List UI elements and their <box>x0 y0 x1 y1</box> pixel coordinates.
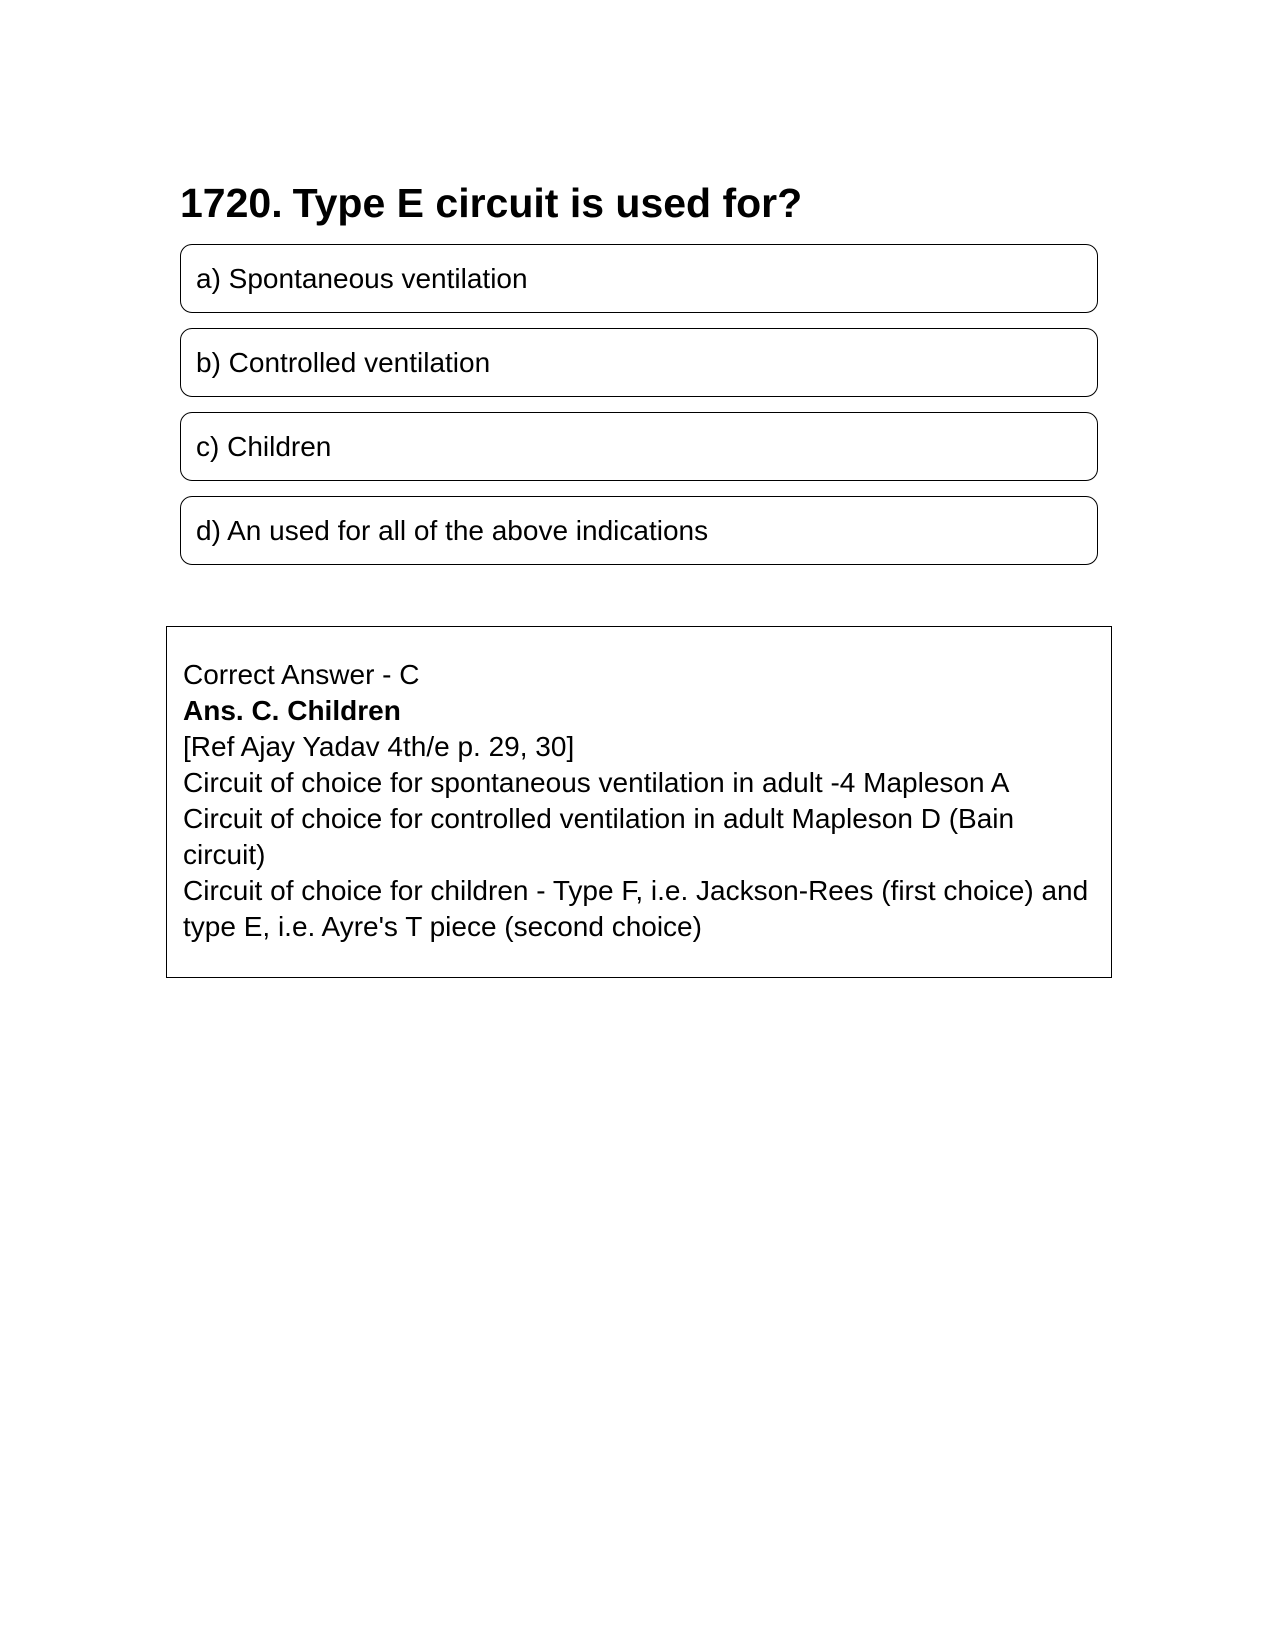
question-number: 1720. <box>180 180 283 226</box>
option-c-label: c) Children <box>196 430 332 462</box>
explanation-line-1: Circuit of choice for spontaneous ventilation in adult -4 Mapleson A <box>183 767 1010 798</box>
option-c[interactable] <box>180 412 1098 481</box>
answer-options <box>180 244 1098 580</box>
correct-answer-line: Correct Answer - C <box>183 659 420 690</box>
question-title <box>180 178 1100 228</box>
option-b-label: b) Controlled ventilation <box>196 346 491 378</box>
explanation-line-2: Circuit of choice for controlled ventilation in adult Mapleson D (Bain circuit) <box>183 803 1015 870</box>
answer-title: Ans. C. Children <box>183 695 401 726</box>
option-b[interactable] <box>180 328 1098 397</box>
option-a-label: a) Spontaneous ventilation <box>196 262 528 294</box>
answer-reference: [Ref Ajay Yadav 4th/e p. 29, 30] <box>183 731 575 762</box>
answer-explanation-box <box>166 626 1112 978</box>
option-a[interactable] <box>180 244 1098 313</box>
explanation-line-3: Circuit of choice for children - Type F, i.e. Jackson-Rees (first choice) and type E, i.e. Ayre's T piece (second choice) <box>183 875 1089 942</box>
option-d-label: d) An used for all of the above indications <box>196 514 709 546</box>
option-d[interactable] <box>180 496 1098 565</box>
question-text: Type E circuit is used for? <box>292 180 803 226</box>
